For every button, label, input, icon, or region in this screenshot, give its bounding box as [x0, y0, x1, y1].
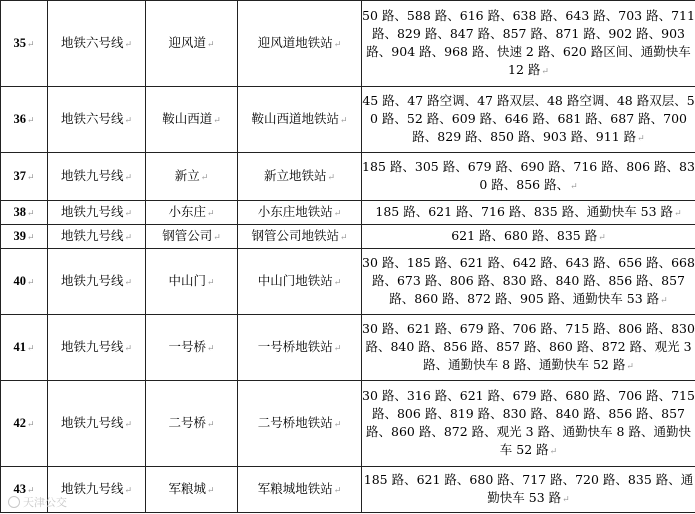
station-name: 小东庄地铁站 [257, 203, 333, 219]
row-number: 42 [13, 416, 26, 430]
row-number-cell [1, 315, 48, 381]
paragraph-mark-icon: ↵ [327, 172, 336, 183]
road-name-cell [146, 315, 238, 381]
road-name: 军粮城 [168, 480, 206, 496]
row-number-cell [1, 153, 48, 201]
row-number: 43 [13, 482, 26, 496]
row-number-cell [1, 225, 48, 249]
table-row [1, 381, 695, 467]
paragraph-mark-icon: ↵ [26, 485, 35, 495]
metro-line-cell [48, 249, 146, 315]
paragraph-mark-icon: ↵ [206, 277, 215, 288]
road-name-cell [146, 225, 238, 249]
paragraph-mark-icon: ↵ [124, 208, 133, 219]
paragraph-mark-icon: ↵ [200, 172, 209, 183]
bus-routes-cell [362, 249, 695, 315]
paragraph-mark-icon: ↵ [124, 115, 133, 126]
paragraph-mark-icon: ↵ [26, 172, 35, 182]
table-row [1, 201, 695, 225]
paragraph-mark-icon: ↵ [541, 66, 549, 77]
station-name-cell [238, 153, 362, 201]
road-name: 鞍山西道 [162, 110, 213, 126]
row-number: 35 [13, 36, 26, 50]
road-name-cell [146, 381, 238, 467]
station-name: 一号桥地铁站 [257, 338, 333, 354]
bus-routes: 185 路、305 路、679 路、690 路、716 路、806 路、830 路、856 路、 [362, 158, 695, 192]
paragraph-mark-icon: ↵ [124, 419, 133, 430]
paragraph-mark-icon: ↵ [206, 208, 215, 219]
bus-routes-cell [362, 87, 695, 153]
row-number: 39 [13, 229, 26, 243]
paragraph-mark-icon: ↵ [660, 295, 668, 306]
row-number: 37 [13, 169, 26, 183]
road-name: 中山门 [168, 272, 206, 288]
metro-line-cell [48, 1, 146, 87]
station-name: 二号桥地铁站 [257, 414, 333, 430]
paragraph-mark-icon: ↵ [124, 485, 133, 496]
bus-routes-cell [362, 467, 695, 513]
metro-line: 地铁六号线 [60, 34, 124, 50]
paragraph-mark-icon: ↵ [626, 361, 634, 372]
paragraph-mark-icon: ↵ [637, 133, 645, 144]
paragraph-mark-icon: ↵ [333, 419, 342, 430]
metro-line: 地铁九号线 [60, 227, 124, 243]
table-row [1, 87, 695, 153]
station-name-cell [238, 381, 362, 467]
watermark [8, 494, 67, 510]
metro-line: 地铁九号线 [60, 414, 124, 430]
station-name-cell [238, 315, 362, 381]
metro-line: 地铁六号线 [60, 110, 124, 126]
row-number: 36 [13, 112, 26, 126]
paragraph-mark-icon: ↵ [26, 115, 35, 125]
camera-logo-icon [8, 496, 20, 508]
bus-routes: 30 路、316 路、621 路、679 路、680 路、706 路、715 路、806 路、819 路、830 路、840 路、856 路、857 路、860 路、872 路、观光 3 路、通勤快车 8 路、通勤快车 52 路 [362, 387, 695, 457]
row-number-cell [1, 201, 48, 225]
road-name: 二号桥 [168, 414, 206, 430]
table-row [1, 467, 695, 513]
road-name-cell [146, 1, 238, 87]
paragraph-mark-icon: ↵ [206, 485, 215, 496]
table-row [1, 225, 695, 249]
metro-line: 地铁九号线 [60, 167, 124, 183]
road-name: 钢管公司 [162, 227, 213, 243]
paragraph-mark-icon: ↵ [124, 172, 133, 183]
bus-routes-cell [362, 225, 695, 249]
row-number-cell [1, 381, 48, 467]
bus-routes: 50 路、588 路、616 路、638 路、643 路、703 路、711 路、829 路、847 路、857 路、871 路、902 路、903 路、904 路、968 路、快速 2 路、620 路区间、通勤快车 12 路 [362, 7, 695, 77]
station-name-cell [238, 87, 362, 153]
station-name: 新立地铁站 [263, 167, 327, 183]
paragraph-mark-icon: ↵ [339, 232, 348, 243]
paragraph-mark-icon: ↵ [339, 115, 348, 126]
bus-routes: 45 路、47 路空调、47 路双层、48 路空调、48 路双层、50 路、52 路、609 路、646 路、681 路、687 路、700 路、829 路、850 路、903 路、911 路 [362, 92, 695, 144]
paragraph-mark-icon: ↵ [124, 343, 133, 354]
road-name: 迎风道 [168, 34, 206, 50]
metro-line-cell [48, 153, 146, 201]
bus-routes: 621 路、680 路、835 路 [451, 227, 598, 243]
paragraph-mark-icon: ↵ [124, 232, 133, 243]
metro-line-cell [48, 381, 146, 467]
bus-routes-cell [362, 315, 695, 381]
table-body [1, 1, 695, 513]
station-name-cell [238, 1, 362, 87]
road-name-cell [146, 249, 238, 315]
paragraph-mark-icon: ↵ [333, 277, 342, 288]
row-number-cell [1, 249, 48, 315]
station-name-cell [238, 249, 362, 315]
station-name-cell [238, 467, 362, 513]
row-number-cell [1, 1, 48, 87]
road-name-cell [146, 201, 238, 225]
station-name: 钢管公司地铁站 [251, 227, 339, 243]
metro-line: 地铁九号线 [60, 480, 124, 496]
road-name: 小东庄 [168, 203, 206, 219]
paragraph-mark-icon: ↵ [674, 208, 682, 219]
paragraph-mark-icon: ↵ [26, 343, 35, 353]
metro-line-cell [48, 225, 146, 249]
bus-routes-cell [362, 381, 695, 467]
road-name-cell [146, 87, 238, 153]
metro-line: 地铁九号线 [60, 338, 124, 354]
paragraph-mark-icon: ↵ [333, 208, 342, 219]
paragraph-mark-icon: ↵ [570, 181, 578, 192]
paragraph-mark-icon: ↵ [26, 277, 35, 287]
bus-routes-cell [362, 201, 695, 225]
paragraph-mark-icon: ↵ [26, 208, 35, 218]
paragraph-mark-icon: ↵ [213, 232, 221, 243]
paragraph-mark-icon: ↵ [124, 39, 133, 50]
paragraph-mark-icon: ↵ [333, 343, 342, 354]
bus-routes-cell [362, 153, 695, 201]
row-number: 40 [13, 274, 26, 288]
row-number-cell [1, 87, 48, 153]
paragraph-mark-icon: ↵ [213, 115, 221, 126]
paragraph-mark-icon: ↵ [26, 39, 35, 49]
metro-line: 地铁九号线 [60, 272, 124, 288]
paragraph-mark-icon: ↵ [26, 232, 35, 242]
station-name: 中山门地铁站 [257, 272, 333, 288]
road-name: 一号桥 [168, 338, 206, 354]
station-name-cell [238, 225, 362, 249]
paragraph-mark-icon: ↵ [562, 494, 570, 505]
paragraph-mark-icon: ↵ [124, 277, 133, 288]
station-name-cell [238, 201, 362, 225]
bus-routes-cell [362, 1, 695, 87]
bus-routes: 30 路、185 路、621 路、642 路、643 路、656 路、668 路、673 路、806 路、830 路、840 路、856 路、857 路、860 路、872 路、905 路、通勤快车 53 路 [362, 254, 695, 306]
road-name: 新立 [174, 167, 200, 183]
paragraph-mark-icon: ↵ [206, 343, 215, 354]
paragraph-mark-icon: ↵ [206, 419, 215, 430]
metro-line: 地铁九号线 [60, 203, 124, 219]
paragraph-mark-icon: ↵ [598, 232, 606, 243]
road-name-cell [146, 153, 238, 201]
table-row [1, 153, 695, 201]
bus-routes: 185 路、621 路、716 路、835 路、通勤快车 53 路 [375, 203, 674, 219]
metro-line-cell [48, 201, 146, 225]
paragraph-mark-icon: ↵ [549, 446, 558, 457]
bus-routes: 30 路、621 路、679 路、706 路、715 路、806 路、830 路、840 路、856 路、857 路、860 路、872 路、观光 3 路、通勤快车 8 路、通勤快车 52 路 [362, 320, 695, 372]
metro-line-cell [48, 87, 146, 153]
station-name: 迎风道地铁站 [257, 34, 333, 50]
metro-line-cell [48, 315, 146, 381]
station-name: 鞍山西道地铁站 [251, 110, 339, 126]
paragraph-mark-icon: ↵ [333, 39, 342, 50]
paragraph-mark-icon: ↵ [333, 485, 342, 496]
station-name: 军粮城地铁站 [257, 480, 333, 496]
table-row [1, 249, 695, 315]
row-number: 41 [13, 340, 26, 354]
row-number: 38 [13, 205, 26, 219]
paragraph-mark-icon: ↵ [26, 419, 35, 429]
road-name-cell [146, 467, 238, 513]
table-row [1, 1, 695, 87]
bus-routes: 185 路、621 路、680 路、717 路、720 路、835 路、通勤快车 53 路 [363, 471, 694, 505]
paragraph-mark-icon: ↵ [206, 39, 215, 50]
watermark-text: 天津公交 [23, 496, 67, 509]
table-row [1, 315, 695, 381]
